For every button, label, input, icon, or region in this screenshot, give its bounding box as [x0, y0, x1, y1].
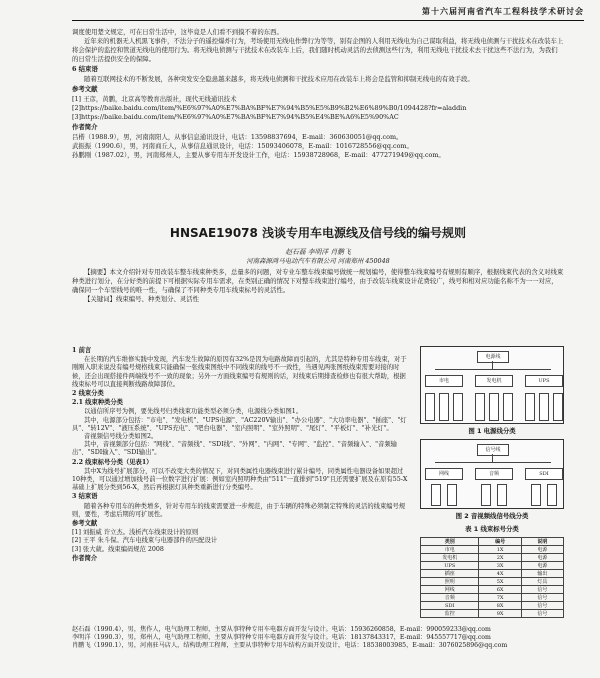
prev-ref-2: [2]https://baike.baidu.com/item/%E6%97%A0%E7%BA%BF%E7%94%B5%E5%B9%B2%E6%89%B0/1094428?fr=aladdin: [72, 104, 467, 112]
table-cell: 发电机: [421, 554, 479, 562]
table-cell: 9X: [479, 610, 521, 618]
table-1-caption: 表 1 线束标号分类: [465, 525, 519, 533]
fig2-leaf: [481, 484, 491, 506]
section-2-1-heading: 2.1 线束种类分类: [72, 399, 123, 407]
table-cell: 网线: [421, 586, 479, 594]
section-2-1-text-1: 以通信所序号为例，要先线号归类线束功能类型必须分类，电源线分类如图1。: [84, 408, 303, 416]
table-cell: 信号: [521, 610, 563, 618]
fig1-leaf: [503, 393, 513, 421]
fig1-bus: [435, 369, 551, 370]
fig2-leaf: [431, 484, 441, 506]
prev-para-2: 近年来的机器无人机黑飞事件，不法分子的遥控爆炸行为，考场使用无线电作弊行为等等，别有企图的人利用无线电为自己谋取利益，将无线电侦测与干扰技术在改装车上将会保护的监控和管道无线电的使用行为。将无线电侦测与干扰技术在改装车上后，我们随时机动灵活的去侦测这些行为，利用无线电干扰技术去干扰这些不法行为，为我们的日常生活提供安全的保障。: [72, 37, 564, 63]
table-cell: 输出: [521, 570, 563, 578]
prev-author-3: 孙鹏刚（1987.02），男，河南郑州人，主要从事专用车开发设计工作，电话：15938728968，E-mail：477271949@qq.com。: [72, 151, 445, 159]
table-row: [421, 554, 564, 562]
table-header-cell: 说明: [521, 538, 563, 546]
table-cell: 监控: [421, 610, 479, 618]
prev-para-1: 调度使用楚文规定，可在日常生活中，这毕竟是人们看不到摸不着的东西。: [72, 28, 283, 36]
table-cell: 市电: [421, 546, 479, 554]
prev-ref-3: [3]https://baike.baidu.com/item/%E6%97%A0%E7%BA%BF%E7%94%B5%E4%BE%A6%E5%90%AC: [72, 113, 399, 121]
abstract-block: [72, 268, 564, 304]
table-cell: 信号: [521, 594, 563, 602]
table-header-row: [421, 538, 564, 546]
figure-1: [420, 346, 564, 424]
section-3-text: 随着各种专用车的种类增多，针对专用车的线束需要进一步规范，由于车辆的特殊必须制定特殊的灵活的线束编号规则，要性，考虑后期的可扩展性。: [72, 502, 406, 518]
fig1-node-1: 市电: [425, 375, 463, 387]
fig1-leaf: [489, 393, 499, 421]
abstract: 【摘要】本文介绍针对专用改装车整车线束种类多，总量多的问题，对专业车整车线束编号做统一规划编号，使得整车线束编号有规则有顺序，根据线束代表的含义对线束种类进行划分，在分好类的前提下可根据实际专用车需求，在类别正确的情况下对整车线束进行编号，由于改装车线束设计花费较广，线号和相对应功能名称不为一一对应，确保同一个车型线号的唯一性，与确保了不同种类专用车线束标号的灵活性。: [72, 268, 564, 294]
section-1-heading: 1 前言: [72, 347, 92, 354]
table-cell: 插座: [421, 570, 479, 578]
figure-1-caption: 图 1 电源线分类: [468, 427, 516, 435]
table-cell: 信号: [521, 586, 563, 594]
prev-ref-1: [1] 王彦，黄鹏，北京高等教育出版社，现代无线通讯技术: [72, 95, 237, 103]
section-2-1-text-2: 其中，电源部分包括："市电"、"发电机"、"UPS电源"、"AC220V输出"、"办公电器"、"大功率电器"、"插座"、"灯具"、"转12V"、"液压系统"、"UPS充电"、"吧台电器"、"室内照明"、"室外照明"、"尾灯"、"平板灯"、"补光灯"。: [72, 416, 407, 432]
fig1-leaf: [475, 393, 485, 421]
ref-3: [3] 张大葳。线束编码规范 2008: [72, 545, 164, 553]
ref-1: [1] 刘振威 许立杰。浅析汽车线束设计的原则: [72, 529, 199, 537]
table-cell: 音频: [421, 594, 479, 602]
table-row: [421, 610, 564, 618]
section-2-2-heading: 2.2 线束标号分类（见表1）: [72, 458, 153, 466]
table-row: [421, 562, 564, 570]
fig2-leaf: [547, 484, 557, 506]
table-row: [421, 578, 564, 586]
fig1-node-2: 发电机: [475, 375, 513, 387]
fig2-node-1: 网线: [425, 468, 463, 480]
refs-heading: 参考文献: [72, 520, 98, 528]
table-cell: 1X: [479, 546, 521, 554]
table-cell: 3X: [479, 562, 521, 570]
running-header: 第十六届河南省汽车工程科技学术研讨会: [422, 6, 584, 16]
table-cell: 5X: [479, 578, 521, 586]
prev-author-1: 吕楷（1988.9），男，河南南阳人，从事信息通讯设计，电话：13598837694，E-mail：360630051@qq.com。: [72, 133, 403, 141]
figure-2-caption: 图 2 音视频线信号线分类: [455, 512, 529, 520]
fig2-leaf: [497, 484, 507, 506]
fig2-node-3: SDI: [525, 468, 563, 480]
section-2-2-text: 其中X为线号扩展部分，可以不改变大类的情况下，对同类属性电器线束进行累计编号，同类属性电器设备如果超过10种类，可以通过增加线号前一位数字进行扩展：例如室内照明种类由"511"一直排到"519"且还需要扩展及在原有55-X基础上扩展分类到56-X，然后再根据灯具种类重新进行分类编号。: [72, 467, 408, 492]
fig1-leaf: [425, 393, 435, 421]
table-cell: 照明: [421, 578, 479, 586]
table-row: [421, 594, 564, 602]
author-bios: [72, 626, 564, 651]
authors-heading: 作者简介: [72, 554, 98, 562]
author-bio-2: 李明洋（1990.3），男，郑州人，电气助理工程师，主要从事特种专用车电器方面开发与设计。电话：18137843317，E-mail：945557717@qq.com: [72, 634, 491, 642]
prev-refs-heading: 参考文献: [72, 85, 98, 93]
fig2-node-2: 音频: [475, 468, 513, 480]
fig2-leaf: [447, 484, 457, 506]
section-2-1-text-4: 其中，音视频部分包括："网线"、"音频线"、"SDI线"、"外网"、"内网"、"专网"、"监控"、"音频输入"、"音频输出"、"SDI输入"、"SDI输出"。: [72, 441, 397, 457]
figure-2: [420, 439, 564, 509]
table-cell: UPS: [421, 562, 479, 570]
fig1-connector: [492, 361, 493, 369]
table-cell: 6X: [479, 586, 521, 594]
table-header-cell: 类别: [421, 538, 479, 546]
prev-authors-heading: 作者简介: [72, 123, 98, 131]
table-cell: 4X: [479, 570, 521, 578]
previous-article-tail: [72, 28, 564, 160]
table-cell: 灯具: [521, 578, 563, 586]
section-2-heading: 2 线束分类: [72, 390, 104, 398]
fig1-leaf: [525, 393, 535, 421]
article-authors: 赵石磊 李明洋 肖鹏飞: [285, 248, 351, 256]
table-cell: 电源: [521, 562, 563, 570]
prev-author-2: 武振振（1990.6），男，河南商丘人，从事信息通讯设计，电话：15093406078，E-mail：1016728556@qq.com。: [72, 142, 413, 150]
fig1-leaf: [439, 393, 449, 421]
table-cell: SDI: [421, 602, 479, 610]
table-cell: 7X: [479, 594, 521, 602]
fig1-node-3: UPS: [525, 375, 563, 387]
table-cell: 信号: [521, 602, 563, 610]
fig1-leaf: [453, 393, 463, 421]
table-row: [421, 602, 564, 610]
keywords: 【关键词】线束编号、种类划分、灵活性: [84, 295, 200, 303]
fig1-leaf: [553, 393, 563, 421]
table-header-cell: 编号: [479, 538, 521, 546]
fig2-bus: [435, 462, 551, 463]
header-rule: [72, 20, 584, 21]
fig1-leaf: [539, 393, 549, 421]
table-cell: 2X: [479, 554, 521, 562]
article-affiliation: 河南森源鸿马电动汽车有限公司 河南郑州 450048: [246, 257, 390, 265]
section-1-text: 在长期的汽车维修实践中发现，汽车发生故障的原因有32%是因为电路故障而引起的，尤其是特种专用车线束，对于刚刚入职来说没有编号规格线束只能确保一张线束图纸中不同线束的线号不一致性，当遇见两张图纸线束需要对接的时候，还会出现搭接件两端线号不一致的现象；另外一方面线束编号有规则的话，对线束后期排查检修也有很大帮助，根据线束标号可以直接判断线路故障部位。: [72, 356, 407, 388]
body-left-column: [72, 346, 410, 564]
table-cell: 电源: [521, 546, 563, 554]
table-cell: 8X: [479, 602, 521, 610]
table-row: [421, 570, 564, 578]
prev-section-heading: 6 结束语: [72, 65, 98, 73]
ref-2: [2] 王平 朱斗保。汽车电线束与电器部件的匹配设计: [72, 537, 218, 545]
article-title: HNSAE19078 浅谈专用车电源线及信号线的编号规则: [169, 226, 467, 240]
table-row: [421, 586, 564, 594]
section-2-1-text-3: 音视频信号线分类如图2。: [84, 433, 158, 441]
table-1: [420, 537, 564, 618]
author-bio-1: 赵石磊（1990.4），男，焦作人，电气助理工程师，主要从事特种专用车电器方面开发与设计。电话：15936260858，E-mail：990059233@qq.com: [72, 626, 491, 633]
fig2-root-node: 信号线: [477, 444, 509, 456]
fig1-root-node: 电源线: [477, 351, 509, 363]
author-bio-3: 肖鹏飞（1990.1），男，河南驻马店人，结构助理工程师，主要从事特种专用车结构方面开发设计，电话：18538003985，E-mail：3076025896@qq.com: [72, 642, 508, 650]
table-cell: 电源: [521, 554, 563, 562]
fig2-connector: [492, 454, 493, 462]
prev-para-3: 随着互联网技术的不断发展，各种突发安全隐患越来越多，将无线电侦测和干扰技术应用在改装车上将会是监管和抑制无线电的有效手段。: [84, 75, 474, 83]
table-row: [421, 546, 564, 554]
section-3-heading: 3 结束语: [72, 493, 98, 501]
fig2-leaf: [531, 484, 541, 506]
figures-column: [420, 346, 564, 618]
